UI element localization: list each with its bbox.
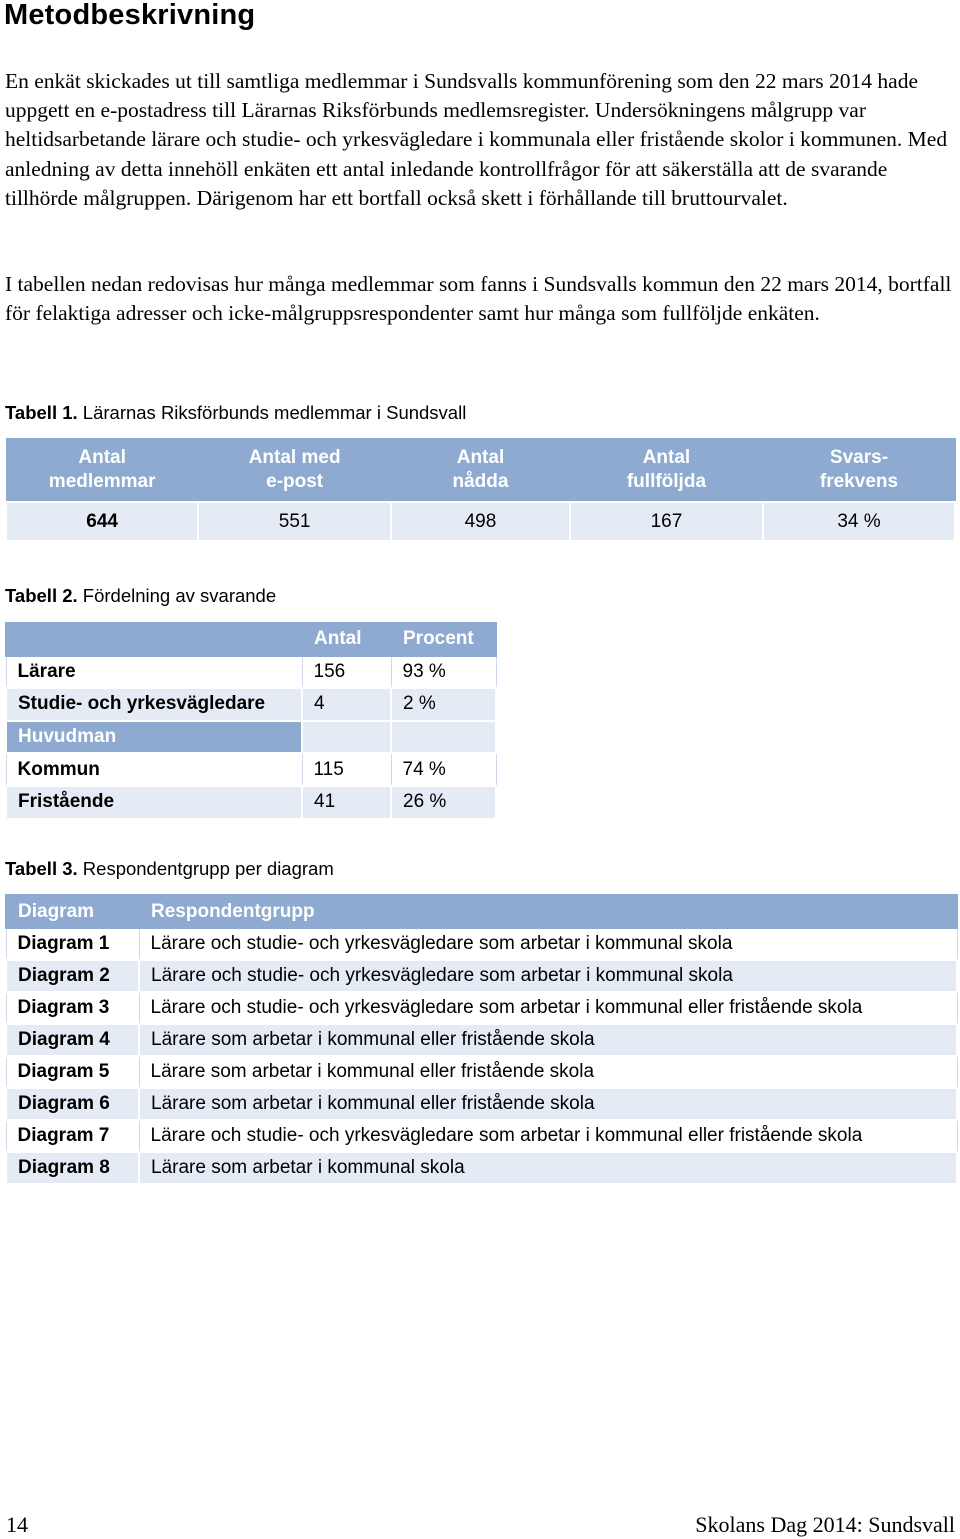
table2-cell: 115	[302, 753, 391, 786]
table3-diagram: Diagram 6	[6, 1088, 139, 1120]
publication-title: Skolans Dag 2014: Sundsvall	[695, 1512, 955, 1537]
table2-row-label: Lärare	[6, 656, 302, 689]
table2-row-label: Fristående	[6, 786, 302, 819]
table1-header: Antal med e-post	[198, 439, 391, 503]
table3-caption-text: Respondentgrupp per diagram	[82, 858, 334, 879]
table1-cell: 644	[6, 502, 198, 541]
table2-cell: 2 %	[391, 688, 496, 721]
respondent-group-table	[5, 894, 958, 1185]
table3-caption	[5, 858, 334, 880]
table2-caption-text: Fördelning av svarande	[82, 585, 277, 606]
table2-cell: 93 %	[391, 656, 496, 689]
table1-cell: 551	[198, 502, 391, 541]
table-row	[6, 1056, 957, 1088]
paragraph-1: En enkät skickades ut till samtliga medlemmar i Sundsvalls kommunförening som den 22 mars 2014 hade uppgett en e-postadress till Lärarnas Riksförbunds medlemsregister. Undersökningens målgrupp var heltidsarbetande lärare och studie- och yrkesvägledare i kommunala eller fristående skolor i kommunen. Med anledning av detta innehöll enkäten ett antal inledande kontrollfrågor för att säkerställa att de svarande tillhörde målgruppen. Därigenom har ett bortfall också skett i förhållande till bruttourvalet.	[5, 69, 948, 210]
table2-row-label: Kommun	[6, 753, 302, 786]
table-row	[6, 1120, 957, 1152]
intro-paragraph	[5, 67, 955, 213]
table1-header: Antal nådda	[391, 439, 570, 503]
table-row	[6, 786, 496, 819]
table1-header-row	[6, 439, 955, 503]
table2-cell: 156	[302, 656, 391, 689]
table2-header: Antal	[302, 623, 391, 656]
table3-header: Diagram	[6, 895, 139, 928]
table-row	[6, 1024, 957, 1056]
table-row	[6, 753, 496, 786]
table3-group: Lärare som arbetar i kommunal skola	[139, 1152, 957, 1184]
table3-header: Respondentgrupp	[139, 895, 957, 928]
page-number: 14	[6, 1512, 28, 1537]
table-intro-paragraph	[5, 270, 955, 328]
table2-caption	[5, 585, 276, 607]
table2-header	[6, 623, 302, 656]
table3-header-row	[6, 895, 957, 928]
respondent-distribution-table	[5, 622, 497, 820]
table-row	[6, 656, 496, 689]
page-title: Metodbeskrivning	[4, 0, 256, 31]
table2-subheader: Huvudman	[6, 721, 302, 754]
table3-diagram: Diagram 5	[6, 1056, 139, 1088]
table3-diagram: Diagram 4	[6, 1024, 139, 1056]
table3-diagram: Diagram 7	[6, 1120, 139, 1152]
table2-row-label: Studie- och yrkesvägledare	[6, 688, 302, 721]
table3-group: Lärare som arbetar i kommunal eller fristående skola	[139, 1088, 957, 1120]
table3-group: Lärare som arbetar i kommunal eller fristående skola	[139, 1056, 957, 1088]
table2-cell	[302, 721, 391, 754]
table1-caption-label: Tabell 1.	[5, 402, 78, 423]
table3-caption-label: Tabell 3.	[5, 858, 78, 879]
table3-diagram: Diagram 8	[6, 1152, 139, 1184]
table3-diagram: Diagram 1	[6, 928, 139, 960]
table1-caption	[5, 402, 466, 424]
members-table	[5, 438, 956, 542]
table3-group: Lärare och studie- och yrkesvägledare som arbetar i kommunal skola	[139, 928, 957, 960]
table2-caption-label: Tabell 2.	[5, 585, 78, 606]
table1-header: Antal fullföljda	[570, 439, 763, 503]
paragraph-2: I tabellen nedan redovisas hur många medlemmar som fanns i Sundsvalls kommun den 22 mars 2014, bortfall för felaktiga adresser och icke-målgruppsrespondenter samt hur många som fullföljde enkäten.	[5, 272, 952, 326]
table3-group: Lärare och studie- och yrkesvägledare som arbetar i kommunal eller fristående skola	[139, 1120, 957, 1152]
table1-cell: 167	[570, 502, 763, 541]
table3-group: Lärare som arbetar i kommunal eller fristående skola	[139, 1024, 957, 1056]
table1-caption-text: Lärarnas Riksförbunds medlemmar i Sundsvall	[82, 402, 467, 423]
table-row	[6, 1152, 957, 1184]
table-row	[6, 992, 957, 1024]
table-row	[6, 928, 957, 960]
table2-cell: 74 %	[391, 753, 496, 786]
table1-cell: 34 %	[763, 502, 955, 541]
table3-diagram: Diagram 2	[6, 960, 139, 992]
table3-diagram: Diagram 3	[6, 992, 139, 1024]
table3-group: Lärare och studie- och yrkesvägledare som arbetar i kommunal skola	[139, 960, 957, 992]
table1-header: Svars- frekvens	[763, 439, 955, 503]
table-row	[6, 1088, 957, 1120]
table1-value-row	[6, 502, 955, 541]
table2-subheader-row	[6, 721, 496, 754]
table-row	[6, 688, 496, 721]
table-row	[6, 960, 957, 992]
table2-cell: 41	[302, 786, 391, 819]
table2-cell: 26 %	[391, 786, 496, 819]
table2-header: Procent	[391, 623, 496, 656]
table1-header: Antal medlemmar	[6, 439, 198, 503]
table2-cell: 4	[302, 688, 391, 721]
table1-cell: 498	[391, 502, 570, 541]
table2-header-row	[6, 623, 496, 656]
table3-group: Lärare och studie- och yrkesvägledare som arbetar i kommunal eller fristående skola	[139, 992, 957, 1024]
table2-cell	[391, 721, 496, 754]
